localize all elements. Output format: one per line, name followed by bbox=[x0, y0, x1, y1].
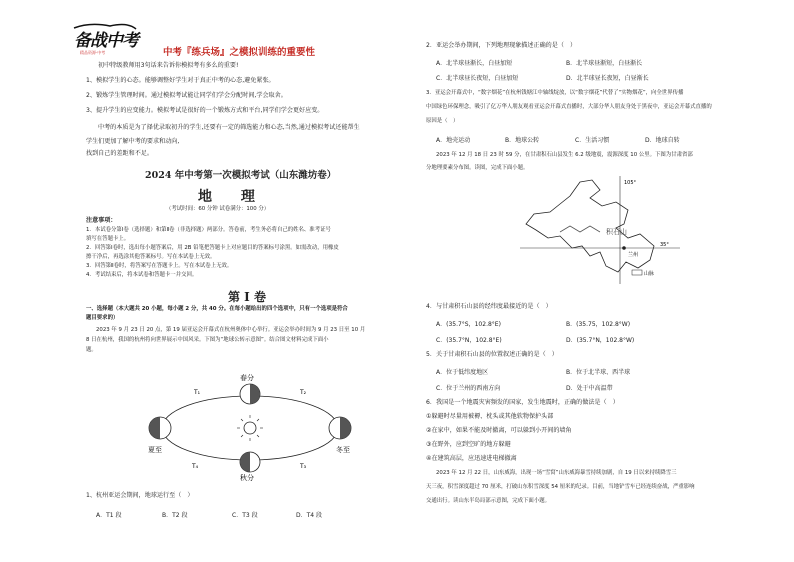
city-label: 兰州 bbox=[628, 252, 639, 258]
legend-swatch-icon bbox=[632, 270, 642, 275]
context-text: 题。 bbox=[86, 347, 97, 353]
notice-line: 1．本试卷分第Ⅰ卷（选择题）和第Ⅱ卷（非选择题）两部分。答卷前，考生务必将自己的姓名、准考证号 bbox=[86, 227, 331, 233]
question-1-option-c[interactable]: C．T3 段 bbox=[232, 512, 258, 519]
notice-line: 4．考试结束后，将本试卷和答题卡一并交回。 bbox=[86, 272, 198, 278]
location-label: 积石山 bbox=[606, 228, 627, 236]
question-1-stem: 1、杭州亚运会期间，地球运行至（ ） bbox=[86, 492, 194, 499]
question-5-option-b[interactable]: B．位于北半球、西半球 bbox=[566, 369, 631, 376]
question-3-option-c[interactable]: C．生活习惯 bbox=[575, 137, 610, 144]
logo-text: 备战中考 bbox=[74, 31, 138, 51]
sun-icon bbox=[244, 422, 256, 434]
notice-title: 注意事项： bbox=[86, 217, 117, 224]
question-1-option-d[interactable]: D．T4 段 bbox=[296, 512, 323, 519]
question-5-option-d[interactable]: D．处于中高温带 bbox=[566, 385, 613, 392]
intro-point-2: 2、锻炼学生管理时间。通过模拟考试能让同学们学会分配时间,学会取舍。 bbox=[86, 92, 287, 99]
question-3-option-a[interactable]: A．地壳运动 bbox=[436, 137, 471, 144]
question-1-option-a[interactable]: A．T1 段 bbox=[96, 512, 122, 519]
earth-orbit-diagram bbox=[140, 372, 360, 482]
exam-subject: 地 理 bbox=[198, 189, 267, 205]
question-6-stem: 6．我国是一个地震灾害频发的国家，发生地震时，正确的做法是（ ） bbox=[426, 399, 619, 406]
context-3-text: 交通出行。读山东半岛局部示意图，完成下面小题。 bbox=[426, 498, 550, 504]
intro-paragraph-line-3: 找到自己的差距和不足。 bbox=[86, 150, 154, 157]
question-6-item: ③在野外，应到空旷的地方躲避 bbox=[426, 441, 511, 448]
question-2-option-b[interactable]: B．北半球昼渐短，白昼渐长 bbox=[566, 60, 643, 67]
label-t2: T₂ bbox=[300, 389, 307, 396]
question-5-stem: 5．关于甘肃积石山县的位置叙述正确的是（ ） bbox=[426, 351, 558, 358]
notice-line: 3．回答第Ⅱ卷时，将答案写在答题卡上。写在本试卷上无效。 bbox=[86, 263, 233, 269]
earth-autumn-icon bbox=[240, 452, 260, 472]
context-3-text: 2023 年 12 月 22 日，山东威海，出现一场“雪窝”山东威海暴雪持续加剧，自 19 日以来持续降雪三 bbox=[436, 470, 677, 476]
question-6-item: ②在家中，如果不能及时撤离，可以躲到小开间的墙角 bbox=[426, 427, 572, 434]
question-4-option-a[interactable]: A．(35.7°S，102.8°E) bbox=[436, 321, 501, 328]
latitude-label: 35° bbox=[660, 242, 669, 248]
question-6-item: ④在建筑高层，应迅速进电梯撤离 bbox=[426, 455, 517, 462]
logo-subtext: 精品资源·中考 bbox=[80, 50, 106, 55]
label-t4: T₄ bbox=[192, 463, 199, 470]
section-instruction-cont: 题目要求的） bbox=[86, 315, 119, 321]
brand-logo bbox=[70, 20, 140, 56]
question-6-item: ①躲避时尽量用被褥、枕头或其他软物保护头部 bbox=[426, 413, 554, 420]
intro-paragraph-line-2: 学生们更加了解中考的要求和动向, bbox=[86, 138, 180, 145]
earth-winter-icon bbox=[329, 417, 351, 439]
city-marker-icon bbox=[622, 246, 626, 250]
context-text: 8 日在杭州，我国的杭州将向世界展示中国风采。下图为“地球公转示意图”。结合图文材料完成下面小 bbox=[86, 337, 329, 343]
notice-line: 擦干净后，再选涂其他答案标号。写在本试卷上无效。 bbox=[86, 254, 216, 260]
question-4-option-d[interactable]: D．(35.7°N，102.8°W) bbox=[566, 337, 635, 344]
intro-point-3: 3、提升学生的应变能力。模拟考试是很好的一个锻炼方式和平台,同学们学会更好应变。 bbox=[86, 107, 324, 114]
label-t1: T₁ bbox=[194, 389, 201, 396]
question-5-option-a[interactable]: A．位于低纬度地区 bbox=[436, 369, 489, 376]
label-winter-solstice: 冬至 bbox=[336, 446, 350, 454]
part-title: 第 Ⅰ 卷 bbox=[228, 290, 266, 304]
earth-summer-icon bbox=[149, 417, 171, 439]
question-1-option-b[interactable]: B．T2 段 bbox=[162, 512, 188, 519]
question-4-option-c[interactable]: C．(35.7°N，102.8°E) bbox=[436, 337, 502, 344]
earth-spring-icon bbox=[240, 384, 260, 404]
exam-title: 2024 年中考第一次模拟考试（山东潍坊卷） bbox=[145, 170, 337, 181]
context-3-text: 天三夜，积雪深度超过 70 厘米，打破山东积雪深度 54 厘米的纪录。目前，当地铲雪车已经连续奋战，严重影响 bbox=[426, 484, 695, 490]
question-3-stem: 3．亚运会开幕式中，“数字烟花”在杭州钱塘江中轴线绽放，以“数字烟花”代替了“实物烟花”，向全世界传播 bbox=[426, 90, 684, 96]
context-text: 2023 年 9 月 23 日 20 点，第 19 届亚运会开幕式在杭州奥体中心举行。亚运会举办时间为 9 月 23 日至 10 月 bbox=[96, 327, 366, 333]
promo-banner-title: 中考『练兵场』之模拟训练的重要性 bbox=[163, 47, 316, 58]
intro-lead: 初中特级教师用3句话来告诉你模拟考有多么的重要! bbox=[98, 62, 239, 69]
notice-line: 2．回答第Ⅰ卷时，选出每小题答案后，用 2B 铅笔把答题卡上对应题目的答案标号涂黑。如需改动，用橡皮 bbox=[86, 245, 339, 251]
intro-point-1: 1、模拟学生的心态。能够调整好学生对于真正中考的心态,避免紧张。 bbox=[86, 77, 275, 84]
gansu-map bbox=[520, 176, 680, 286]
exam-meta: （考试时间：60 分钟 试卷满分：100 分） bbox=[166, 206, 270, 212]
question-2-option-c[interactable]: C．北半球昼长夜短，白昼加短 bbox=[436, 75, 519, 82]
question-4-stem: 4．与甘肃积石山县的经纬度最接近的是（ ） bbox=[426, 303, 552, 310]
label-spring-equinox: 春分 bbox=[240, 374, 254, 382]
context-2-text-cont: 分地理要素分布图。读图，完成下面小题。 bbox=[426, 165, 529, 171]
question-4-option-b[interactable]: B．(35.75，102.8°W) bbox=[566, 321, 631, 328]
context-2-text: 2023 年 12 月 18 日 23 时 59 分，在甘肃积石山县发生 6.2 级地震，震源深度 10 公里。下图为甘肃省部 bbox=[436, 152, 693, 158]
question-2-option-d[interactable]: D．北半球昼长夜短，白昼渐长 bbox=[566, 75, 649, 82]
notice-line: 填写在答题卡上。 bbox=[86, 236, 130, 242]
label-summer-solstice: 夏至 bbox=[148, 446, 162, 454]
question-3-option-d[interactable]: D．地球自转 bbox=[645, 137, 680, 144]
question-3-stem-cont: 中国绿色环保理念，吸引了亿万华人朋友观看亚运会开幕式直播时，大部分华人朋友身处于黑夜中，亚运会开幕式直播的 bbox=[426, 104, 712, 110]
question-2-stem: 2．亚运会举办期间，下列地理现象描述正确的是（ ） bbox=[426, 42, 577, 49]
question-5-option-c[interactable]: C．位于兰州的西南方向 bbox=[436, 385, 501, 392]
label-t3: T₃ bbox=[300, 463, 307, 470]
legend-label: 山脉 bbox=[644, 271, 655, 277]
label-autumn-equinox: 秋分 bbox=[240, 474, 254, 482]
question-3-option-b[interactable]: B．地球公转 bbox=[505, 137, 540, 144]
question-2-option-a[interactable]: A．北半球昼渐长，白昼加短 bbox=[436, 60, 513, 67]
longitude-label: 105° bbox=[624, 180, 637, 186]
section-instruction: 一、选择题（本大题共 20 小题，每小题 2 分，共 40 分。在每小题给出的四个选项中，只有一个选项是符合 bbox=[86, 306, 348, 312]
question-3-stem-end: 原因是（ ） bbox=[426, 118, 459, 124]
intro-paragraph-line-1: 中考的本质是为了择优录取初升的学生,还要有一定的筛选能力和心态,当然,通过模拟考试还能帮生 bbox=[98, 124, 360, 131]
